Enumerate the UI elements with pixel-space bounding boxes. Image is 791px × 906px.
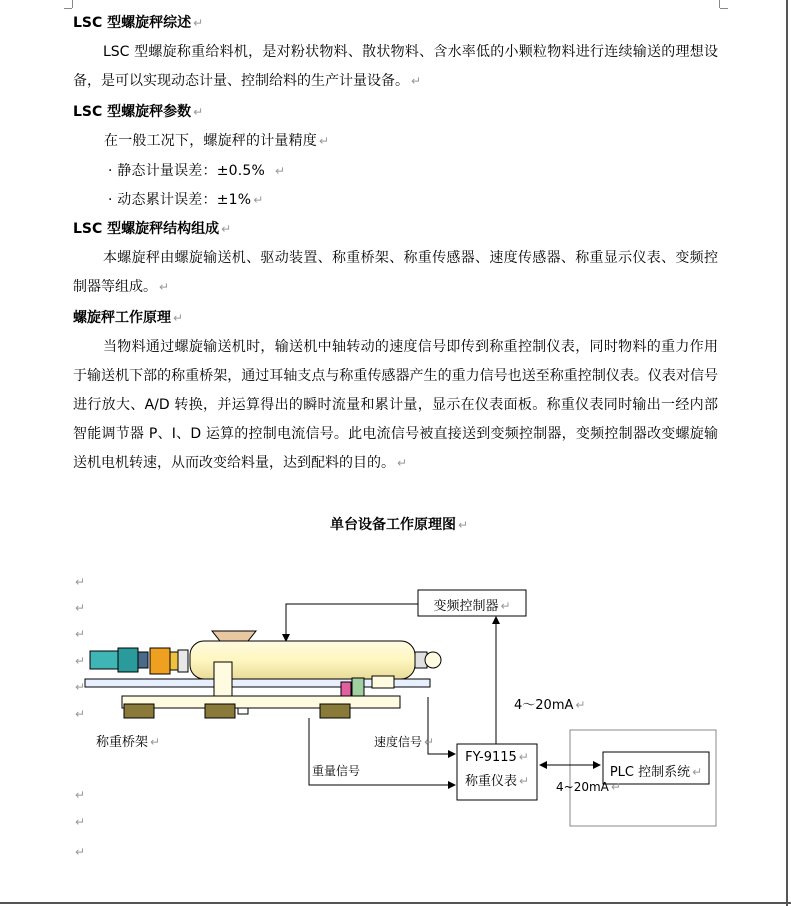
bridge-label: 称重桥架 ↵ bbox=[96, 735, 161, 750]
current-label-top: 4～20mA ↵ bbox=[514, 698, 586, 713]
paragraph: 当物料通过螺旋输送机时，输送机中轴转动的速度信号即传到称重控制仪表，同时物料的重力作用于输送机下部的称重桥架，通过耳轴支点与称重传感器产生的重力信号也送至称重控制仪表。仪表对信号进行放大、A/D 转换，并运算得出的瞬时流量和累计量，显示在仪表面板。称重仪表同时输出一经内部智能调节器 P、I、D 运算的控制电流信号。此电流信号被直接送到变频控制器，变频控制器改变螺旋输送机电机转速，从而改变给料量，达到配料的目的。 ↵ bbox=[73, 339, 718, 471]
paragraph: LSC 型螺旋称重给料机，是对粉状物料、散状物料、含水率低的小颗粒物料进行连续输送的理想设备，是可以实现动态计量、控制给料的生产计量设备。 ↵ bbox=[73, 44, 718, 89]
section-heading: LSC 型螺旋秤参数 ↵ bbox=[73, 104, 204, 120]
empty-paragraph-mark: ↵ bbox=[75, 627, 86, 641]
list-item: · 动态累计误差：±1% ↵ bbox=[108, 192, 264, 208]
paragraph: 在一般工况下，螺旋秤的计量精度 ↵ bbox=[104, 133, 330, 149]
vfd-label: 变频控制器 ↵ bbox=[433, 599, 511, 614]
instrument-model-label: FY-9115 ↵ bbox=[465, 750, 529, 765]
plc-label: PLC 控制系统 ↵ bbox=[609, 765, 703, 780]
diagram-title: 单台设备工作原理图 ↵ bbox=[330, 517, 469, 533]
weight-signal-label: 重量信号 bbox=[312, 764, 361, 778]
section-heading: 螺旋秤工作原理 ↵ bbox=[73, 310, 184, 326]
screw-conveyor-illustration bbox=[85, 631, 441, 718]
list-item: · 静态计量误差：±0.5% ↵ bbox=[108, 163, 286, 179]
speed-signal-label: 速度信号 ↵ bbox=[374, 735, 435, 749]
section-heading: LSC 型螺旋秤综述 ↵ bbox=[73, 15, 204, 31]
empty-paragraph-mark: ↵ bbox=[75, 575, 86, 589]
instrument-name-label: 称重仪表 ↵ bbox=[464, 774, 530, 789]
empty-paragraph-mark: ↵ bbox=[75, 845, 86, 859]
paragraph: 本螺旋秤由螺旋输送机、驱动装置、称重桥架、称重传感器、速度传感器、称重显示仪表、变频控制器等组成。 ↵ bbox=[73, 250, 718, 295]
current-label-bottom: 4~20mA ↵ bbox=[556, 780, 621, 794]
empty-paragraph-mark: ↵ bbox=[75, 654, 86, 668]
empty-paragraph-mark: ↵ bbox=[75, 788, 86, 802]
empty-paragraph-mark: ↵ bbox=[75, 707, 86, 721]
section-heading: LSC 型螺旋秤结构组成 ↵ bbox=[73, 221, 232, 237]
vfd-to-motor-line bbox=[286, 604, 418, 641]
empty-paragraph-mark: ↵ bbox=[75, 815, 86, 829]
empty-paragraph-mark: ↵ bbox=[75, 680, 86, 694]
empty-paragraph-mark: ↵ bbox=[75, 601, 86, 615]
